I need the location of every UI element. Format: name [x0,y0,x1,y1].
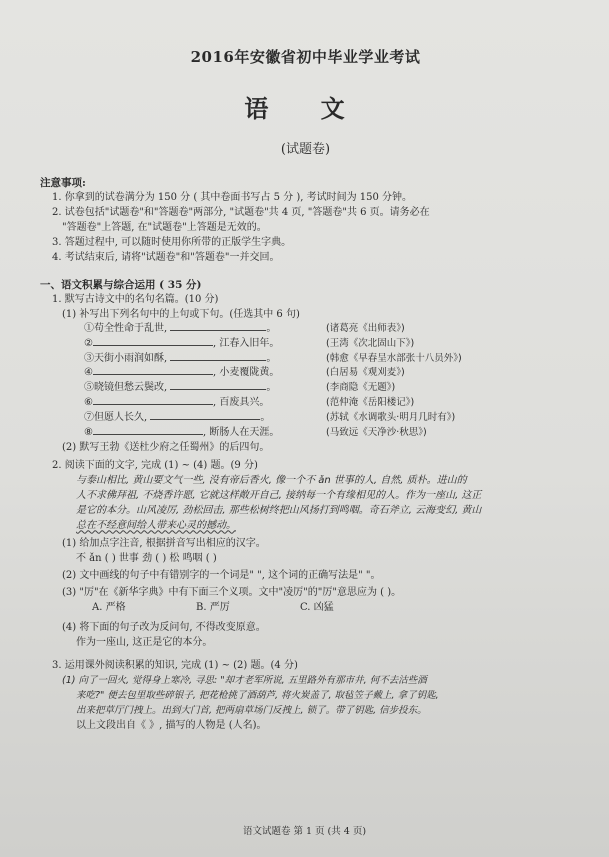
option-c: C. 凶猛 [300,602,334,614]
section-title: 一、语文积累与综合运用 ( 35 分) [40,279,202,291]
note-item: 4. 考试结束后, 请将"试题卷"和"答题卷"一并交回。 [52,252,280,263]
answer-blank [93,434,203,435]
fill-line: ⑦但愿人长久, 。 (苏轼《水调歌头·明月几时有》) [40,411,571,426]
fill-line: ③天街小雨润如酥, 。 (韩愈《早春呈水部张十八员外》) [40,352,571,367]
answer-blank [170,389,266,390]
question-sub: (3) "厉"在《新华字典》中有下面三个义项。文中"凌厉"的"厉"意思应为 ( )。 [62,587,402,599]
answer-blank [93,374,213,375]
question-sentence: 作为一座山, 这正是它的本分。 [76,637,213,649]
fill-line-tail: , 断肠人在天涯。 [202,426,280,438]
note-item: "答题卷"上答题, 在"试题卷"上答题是无效的。 [62,222,267,233]
fill-line-tail: , 小麦覆陇黄。 [212,367,280,379]
fill-line-left: ⑥ [84,396,93,408]
question-sub: (2) 默写王勃《送杜少府之任蜀州》的后四句。 [62,442,270,454]
fill-line [40,337,571,352]
fill-line-left: ② [84,337,93,349]
question-sub: (1) 补写出下列名句中的上句或下句。(任选其中 6 句) [62,309,300,320]
question-sub: 以上文段出自《 》, 描写的人物是 (人名)。 [76,720,267,732]
passage-line: 总在不经意间给人带来心灵的撼动。 [76,520,236,532]
fill-line: ①苟全性命于乱世, 。 (诸葛亮《出师表》) [40,322,571,337]
fill-line-left: ④ [84,367,93,379]
question-sub: (1) 给加点字注音, 根据拼音写出相应的汉字。 [62,538,266,550]
page-footer: 语文试题卷 第 1 页 (共 4 页) [242,826,367,837]
passage-line: (1) 向了一回火, 觉得身上寒冷, 寻思: "却才老军所说, 五里路外有那市井, 何不去沽些酒 [62,675,427,687]
fill-line [40,426,571,441]
reading-passage [40,473,571,533]
passage-line: 与泰山相比, 黄山要文气一些, 没有帝后香火, 像一个不 ǎn 世事的人, 自然, 质朴。进山的 [76,475,467,487]
answer-blank [93,404,213,405]
passage-line: 人不求佛拜祖, 不烧香许愿, 它就这样敞开自己, 接纳每一个有缘相见的人。作为一座山, 这正 [76,490,482,502]
fill-line-source: (白居易《观刈麦》) [326,367,405,379]
fill-line-tail: , 江春入旧年。 [212,337,280,349]
fill-line [40,396,571,411]
option-a: A. 严格 [92,602,126,614]
answer-blank [150,419,260,420]
paper-type: (试题卷) [280,142,331,157]
question-title: 3. 运用课外阅读积累的知识, 完成 (1) ~ (2) 题。(4 分) [52,660,298,672]
answer-blank [170,330,266,331]
question-sub: (4) 将下面的句子改为反问句, 不得改变原意。 [62,622,266,634]
option-b: B. 严厉 [196,602,230,614]
options-row [40,600,571,616]
answer-blank [170,360,266,361]
note-item: 3. 答题过程中, 可以随时使用你所带的正版学生字典。 [52,237,292,248]
fill-line-source: (韩愈《早春呈水部张十八员外》) [326,352,462,364]
fill-line-source: (李商隐《无题》) [326,382,396,394]
fill-line-left: ③天街小雨润如酥, [84,352,171,364]
fill-line: ⑤晓镜但愁云鬓改, 。 (李商隐《无题》) [40,381,571,396]
reading-passage [40,673,571,718]
fill-line-source: (诸葛亮《出师表》) [326,323,405,334]
fill-line-left: ⑧ [84,426,93,438]
fill-line-left: ⑦但愿人长久, [84,411,151,423]
fill-line-source: (范仲淹《岳阳楼记》) [326,396,415,408]
fill-line-tail: , 百废具兴。 [212,396,270,408]
fill-line-left: ⑤晓镜但愁云鬓改, [84,382,171,394]
fill-line-source: (苏轼《水调歌头·明月几时有》) [326,411,456,423]
passage-line: 来吃?" 便去包里取些碎银子, 把花枪挑了酒葫芦, 将火炭盖了, 取毡笠子戴上, 拿了钥匙, [76,690,439,702]
fill-line-source: (马致远《天净沙·秋思》) [326,426,427,438]
subject-title: 语 文 [244,94,367,123]
question-title: 2. 阅读下面的文字, 完成 (1) ~ (4) 题。(9 分) [52,460,258,472]
fill-line-source: (王湾《次北固山下》) [326,337,415,349]
passage-line: 是它的本分。山风凌厉, 劲松回击, 那些松树终把山风扬打到鸣咽。奇石斧立, 云海变幻, 黄山 [76,505,482,517]
passage-line: 出来把草厅门拽上。出到大门首, 把两扇草场门反拽上, 锁了。带了钥匙, 信步投东。 [76,705,427,717]
answer-blank [93,345,213,346]
notes-heading: 注意事项: [40,177,86,189]
exam-title: 2016年安徽省初中毕业学业考试 [190,48,421,66]
question-sub: (2) 文中画线的句子中有错别字的一个词是" ", 这个词的正确写法是" "。 [62,570,381,582]
fill-line [40,366,571,381]
question-title: 1. 默写古诗文中的名句名篇。(10 分) [52,294,219,305]
note-item: 2. 试卷包括"试题卷"和"答题卷"两部分, "试题卷"共 4 页, "答题卷"共 6 页。请务必在 [52,207,430,218]
question-items: 不 ǎn ( ) 世事 劲 ( ) 松 鸣咽 ( ) [76,553,217,565]
note-item: 1. 你拿到的试卷满分为 150 分 ( 其中卷面书写占 5 分 ), 考试时间为 150 分钟。 [52,192,413,203]
fill-line-left: ①苟全性命于乱世, [84,323,171,334]
